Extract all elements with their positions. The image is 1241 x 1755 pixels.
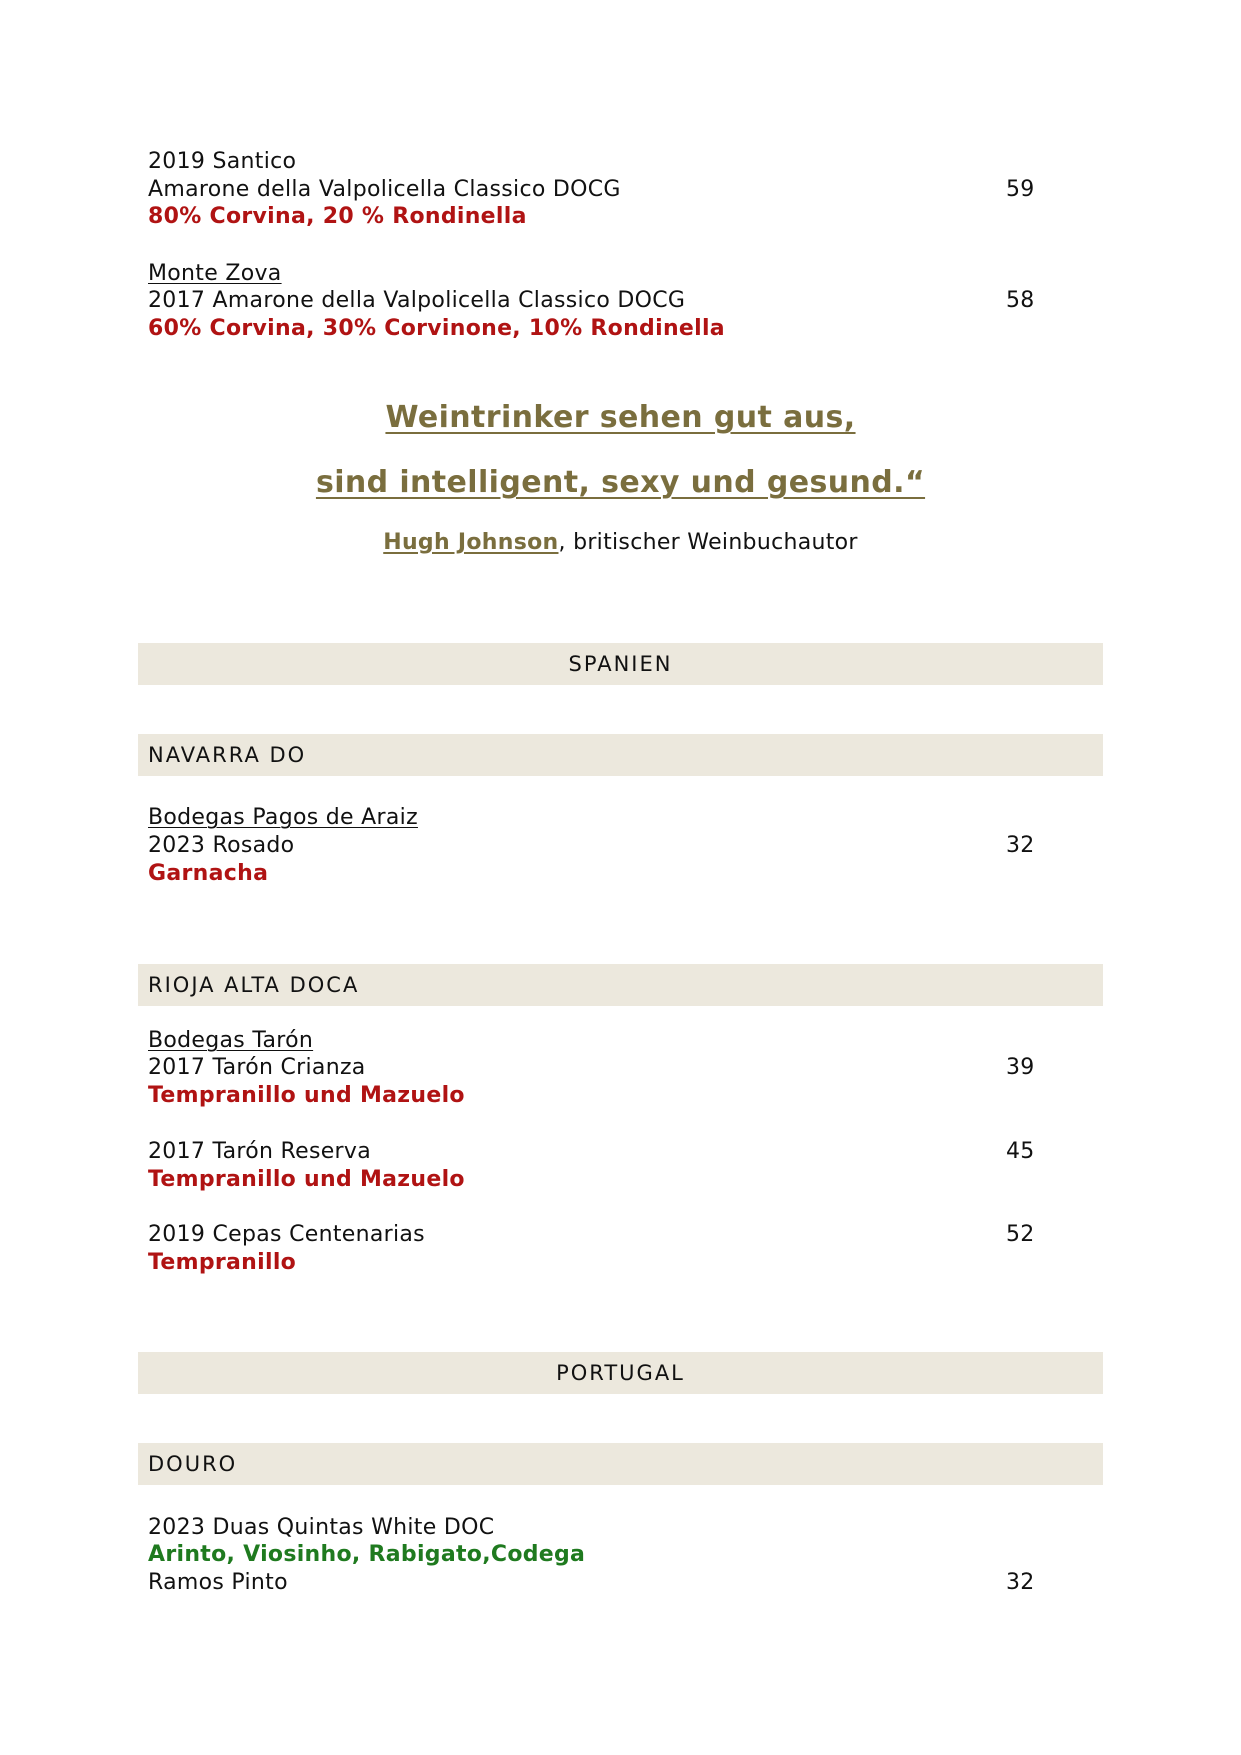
region-header-rioja xyxy=(138,964,1103,1006)
wine-price: 32 xyxy=(1006,1570,1035,1595)
country-title: PORTUGAL xyxy=(556,1361,685,1385)
wine-grapes: Tempranillo und Mazuelo xyxy=(148,1083,465,1108)
wine-grapes: Tempranillo xyxy=(148,1250,297,1275)
quote-attribution xyxy=(0,529,1241,557)
country-title: SPANIEN xyxy=(568,652,673,676)
wine-price: 59 xyxy=(1006,177,1035,202)
wine-vintage-name: 2019 Cepas Centenarias xyxy=(148,1222,425,1247)
wine-producer: Ramos Pinto xyxy=(148,1570,288,1595)
wine-grapes: Garnacha xyxy=(148,861,269,886)
country-header-portugal xyxy=(138,1352,1103,1394)
region-title: NAVARRA DO xyxy=(148,743,307,767)
wine-grapes: 80% Corvina, 20 % Rondinella xyxy=(148,204,527,229)
region-title: RIOJA ALTA DOCA xyxy=(148,973,360,997)
wine-producer: Bodegas Pagos de Araiz xyxy=(148,805,418,830)
wine-producer: Monte Zova xyxy=(148,261,282,286)
wine-vintage-name: 2023 Duas Quintas White DOC xyxy=(148,1515,495,1540)
wine-price: 32 xyxy=(1006,833,1035,858)
wine-price: 39 xyxy=(1006,1055,1035,1080)
wine-grapes: Arinto, Viosinho, Rabigato,Codega xyxy=(148,1542,586,1567)
wine-vintage-name: 2017 Tarón Crianza xyxy=(148,1055,366,1080)
quote-line-2: sind intelligent, sexy und gesund.“ xyxy=(315,465,926,500)
quote-line-1: Weintrinker sehen gut aus, xyxy=(385,400,856,435)
region-title: DOURO xyxy=(148,1452,238,1476)
quote-author-suffix: , britischer Weinbuchautor xyxy=(558,530,858,555)
wine-producer: Bodegas Tarón xyxy=(148,1028,314,1053)
region-header-navarra xyxy=(138,734,1103,776)
wine-vintage-name: 2019 Santico xyxy=(148,149,297,174)
wine-vintage-name: 2023 Rosado xyxy=(148,833,295,858)
wine-appellation: Amarone della Valpolicella Classico DOCG xyxy=(148,177,621,202)
wine-price: 52 xyxy=(1006,1222,1035,1247)
wine-vintage-name: 2017 Tarón Reserva xyxy=(148,1139,371,1164)
wine-price: 45 xyxy=(1006,1139,1035,1164)
wine-appellation: 2017 Amarone della Valpolicella Classico DOCG xyxy=(148,288,686,313)
wine-grapes: 60% Corvina, 30% Corvinone, 10% Rondinella xyxy=(148,316,725,341)
quote-author: Hugh Johnson xyxy=(383,530,559,555)
region-header-douro xyxy=(138,1443,1103,1485)
country-header-spain xyxy=(138,643,1103,685)
wine-price: 58 xyxy=(1006,288,1035,313)
wine-grapes: Tempranillo und Mazuelo xyxy=(148,1167,465,1192)
